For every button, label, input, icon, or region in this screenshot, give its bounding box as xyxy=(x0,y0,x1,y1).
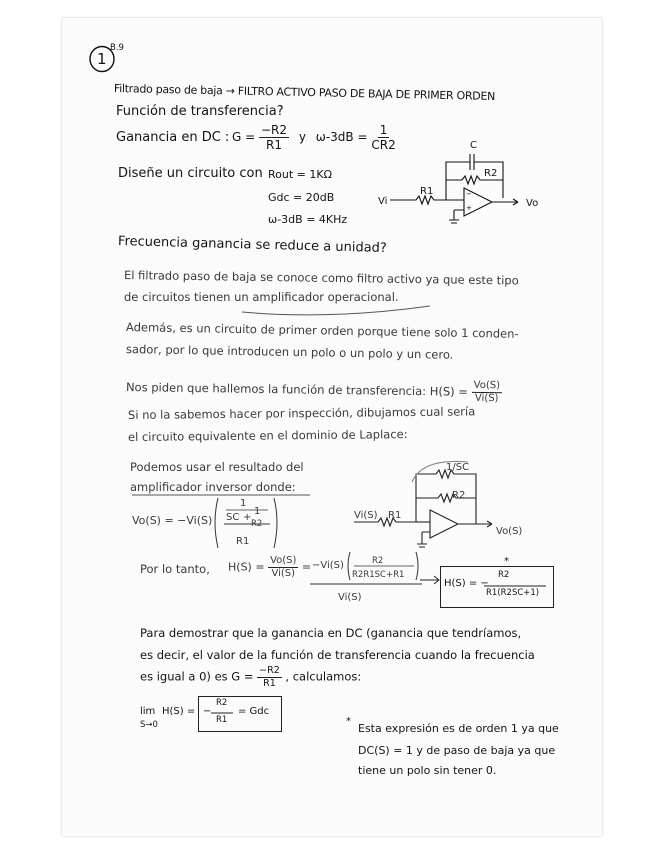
item-code: B.9 xyxy=(110,43,124,53)
question-unity-frequency: Frecuencia ganancia se reduce a unidad? xyxy=(117,234,387,257)
eq2-result-num: R2 xyxy=(498,570,510,580)
circuit1-cap-label: C xyxy=(470,140,477,151)
note-line3: tiene un polo sin tener 0. xyxy=(358,764,497,777)
svg-text:+: + xyxy=(466,204,472,212)
note-star: * xyxy=(346,716,351,727)
eq2-rhs-den: Vi(S) xyxy=(338,592,362,603)
p3-line1: Nos piden que hallemos la función de transferencia: H(S) = $\frac{Vo(S)}{Vi(S)}$ xyxy=(125,379,501,405)
eq2-arrow xyxy=(420,574,442,586)
spec-gdc: Gdc = 20dB xyxy=(268,191,335,204)
circuit1-vout-label: Vo xyxy=(526,198,539,209)
note-line2: DC(S) = 1 y de paso de baja ya que xyxy=(358,744,556,757)
circuit-diagram-1 xyxy=(378,148,558,228)
p4-line1: Si no la sabemos hacer por inspección, dibujamos cual sería xyxy=(127,404,476,422)
circuit2-vin-label: Vi(S) xyxy=(354,510,378,521)
p6-line1: Para demostrar que la ganancia en DC (ganancia que tendríamos, xyxy=(140,626,522,640)
circuit2-r1-label: R1 xyxy=(388,510,402,521)
lim-sub: S→0 xyxy=(140,720,158,730)
eq2-rhs-inner-num: R2 xyxy=(372,556,384,566)
p6-line3: es igual a 0) es G = $\frac{-R2}{R1}$ , calculamos: xyxy=(140,665,362,689)
lim-h: H(S) = xyxy=(162,706,196,717)
spec-rout: Rout = 1KΩ xyxy=(268,168,332,181)
note-line1: Esta expresión es de orden 1 ya que xyxy=(358,722,559,735)
eq2-prefix: Por lo tanto, xyxy=(140,562,210,576)
lim-num: R2 xyxy=(216,698,228,708)
eq1-inner-1: 1 xyxy=(254,506,261,517)
svg-text:−: − xyxy=(466,190,472,198)
p4-line2: el circuito equivalente en el dominio de Laplace: xyxy=(127,427,408,444)
eq1-inner-r2: R2 xyxy=(251,519,263,529)
eq2-rhs-inner-den: R2R1SC+R1 xyxy=(352,570,405,580)
eq1-inner-sc: SC xyxy=(226,512,240,523)
p5-line2: amplificador inversor donde: xyxy=(130,480,296,494)
design-label: Diseñe un circuito con xyxy=(118,166,263,181)
eq2-result-lhs: H(S) = − xyxy=(444,578,489,589)
p1-line1: El filtrado paso de baja se conoce como filtro activo ya que este tipo xyxy=(123,268,519,288)
question-transfer: Función de transferencia? xyxy=(116,104,284,119)
circuit2-r2-label: R2 xyxy=(452,490,466,501)
p2-line1: Además, es un circuito de primer orden porque tiene solo 1 conden- xyxy=(125,320,519,341)
eq1-inner-num: 1 xyxy=(240,498,247,509)
circuit1-r2-label: R2 xyxy=(484,168,498,179)
lim-label: lim xyxy=(140,706,156,717)
item-number: 1 xyxy=(97,50,107,68)
eq2-h: H(S) = $\frac{Vo(S)}{Vi(S)}$ = xyxy=(228,555,312,579)
p1-line2: de circuitos tienen un amplificador operacional. xyxy=(124,290,399,304)
underline-amplifier xyxy=(240,294,440,320)
eq2-rhs-num-pre: −Vi(S) xyxy=(312,560,344,571)
spec-w: ω-3dB = 4KHz xyxy=(268,213,348,226)
circuit2-cap-label: 1/SC xyxy=(446,462,470,473)
eq1-inner-den: R1 xyxy=(236,536,250,547)
eq2-star: * xyxy=(504,556,509,567)
gain-label: Ganancia en DC : xyxy=(116,130,230,145)
lim-eq: = Gdc xyxy=(238,706,270,717)
eq2-result-den: R1(R2SC+1) xyxy=(486,588,540,598)
eq1-inner-plus: + xyxy=(243,512,252,523)
p6-line2: es decir, el valor de la función de transferencia cuando la frecuencia xyxy=(140,648,535,662)
circuit-diagram-2 xyxy=(352,452,532,552)
lim-den: R1 xyxy=(216,715,228,725)
lim-minus: − xyxy=(203,706,212,717)
circuit1-r1-label: R1 xyxy=(420,186,434,197)
circuit1-vin-label: Vi xyxy=(378,196,388,207)
eq1-lhs: Vo(S) = −Vi(S) xyxy=(132,514,213,527)
circuit2-vout-label: Vo(S) xyxy=(496,526,523,537)
title-line: Filtrado paso de baja → FILTRO ACTIVO PASO DE BAJA DE PRIMER ORDEN xyxy=(113,82,496,103)
p2-line2: sador, por lo que introducen un polo o un polo y un cero. xyxy=(125,342,454,362)
gain-formula: G = $\frac{-R2}{R1}$ y ω-3dB = $\frac{1}{CR2}$ xyxy=(232,123,396,152)
p5-line1: Podemos usar el resultado del xyxy=(130,460,304,474)
